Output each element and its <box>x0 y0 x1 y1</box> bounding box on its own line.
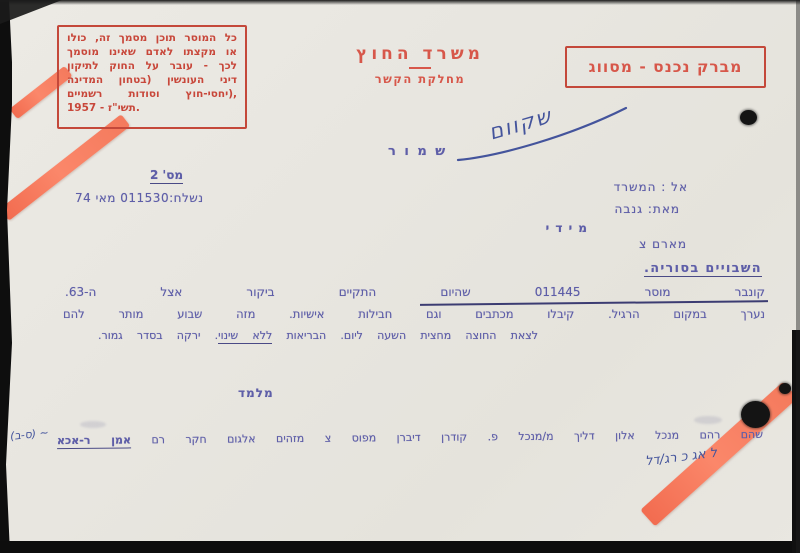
scan-edge-left <box>0 0 12 553</box>
classification-label: ש מ ו ר <box>388 144 448 159</box>
routing-code: מארם צ <box>639 237 687 251</box>
hole-punch <box>779 383 791 394</box>
body-line-3-underlined: ללא שינוי <box>218 329 273 342</box>
ministry-title: משרד החוץ <box>356 44 484 64</box>
warning-line: תשי"ז - 1957. <box>67 101 140 114</box>
header-divider <box>409 67 431 69</box>
secrecy-warning-stamp <box>57 25 247 129</box>
warning-line: לכך - עובר על החוק לתיקון <box>67 59 237 72</box>
from-field: מאת: גנבה <box>614 202 680 216</box>
scan-edge-top <box>0 0 800 5</box>
warning-line: או מקצתו לאדם שאינו מוסמך <box>67 45 237 58</box>
sent-timestamp: נשלח:011530 מאי 74 <box>75 191 204 205</box>
department-subtitle: מחלקת הקשר <box>374 72 466 86</box>
to-field: אל : המשרד <box>613 180 688 194</box>
subject-line: השבויים בסוריה. <box>644 260 762 275</box>
priority-label: מ י ד י <box>545 221 588 235</box>
body-line-1: קונבר מוסר 011445 שהיום התקיים ביקור אצל ה-63. <box>65 285 765 299</box>
page-number: מס' 2 <box>150 168 184 182</box>
distribution-list: שהם רהם מנכל אלון דליך מ/מנכל פ. קודרן דיברן מפוס צ מזהים אלגום חקר רם <box>151 427 764 447</box>
distribution-underlined: אמן ר-אכא <box>56 433 132 448</box>
warning-line: דיני העונשין (בטחון המדינה <box>67 73 237 86</box>
scan-corner-shadow <box>0 0 62 24</box>
hole-punch <box>741 401 770 428</box>
warning-line: יחסי-חוץ וסודות רשמיים), <box>67 87 237 100</box>
letterhead <box>310 44 530 86</box>
incoming-stamp-label: מברק נכנס - מסווג <box>588 58 743 76</box>
faint-mark <box>694 416 722 424</box>
scan-edge-bottom <box>0 541 800 553</box>
signature: מלמד <box>238 386 274 400</box>
body-line-3-suffix: . ירקה בסדר גמור. <box>98 329 219 342</box>
ink-swoosh <box>430 98 635 176</box>
hand-underline <box>420 300 768 306</box>
body-line-3 <box>98 329 538 342</box>
body-line-3-prefix: לצאת החוצה מחצית השעה ליום. הבריאות <box>272 329 538 342</box>
scan-edge-right-thin <box>796 0 800 553</box>
handwritten-annotation <box>430 98 635 176</box>
hole-punch <box>740 110 757 125</box>
distribution-line <box>57 428 763 447</box>
warning-line: כל המוסר תוכן מסמך זה, כולו <box>67 32 237 44</box>
handwritten-note-text: שקוום <box>485 103 556 145</box>
body-line-2: נערך במקום הרגיל. קיבלו מכתבים וגם חבילות אישיות. מזה שבוע מותר להם <box>63 307 765 321</box>
handwritten-bottom-note: ל אג כ רג/דל <box>644 445 718 470</box>
faint-mark <box>80 421 106 428</box>
incoming-telegram-stamp <box>565 46 766 88</box>
handwritten-margin-note: ~ (ס-ב) <box>9 426 50 443</box>
